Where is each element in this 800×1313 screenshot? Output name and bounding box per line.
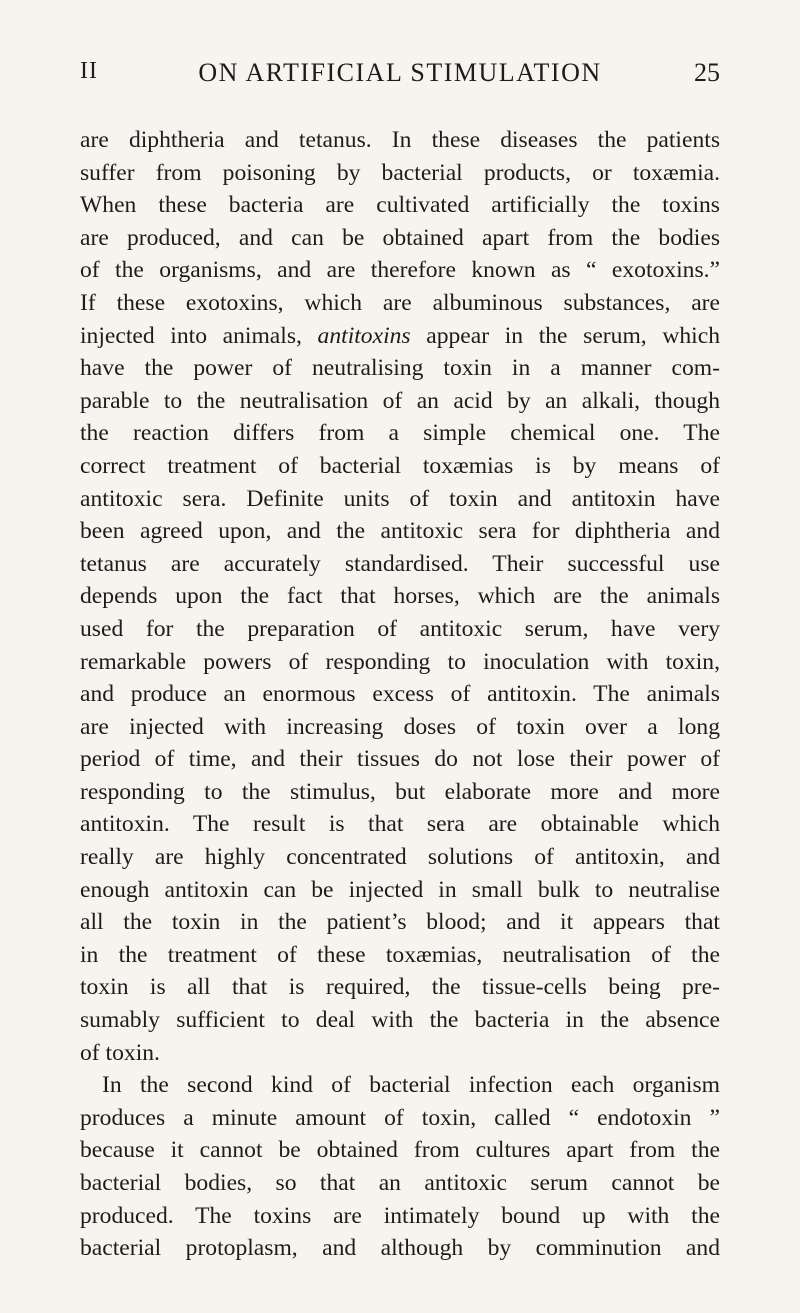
text-line: toxin is all that is required, the tissue-cells being pre- xyxy=(80,974,720,1001)
text-line: all the toxin in the patient’s blood; and it appears that xyxy=(80,909,720,936)
text-line: tetanus are accurately standardised. Their successful use xyxy=(80,550,720,577)
page-number: 25 xyxy=(694,58,720,87)
text-line: correct treatment of bacterial toxæmias is by means of xyxy=(80,452,720,479)
text-run: appear in the serum, which xyxy=(410,322,720,349)
text-line: responding to the stimulus, but elaborate more and more xyxy=(80,778,720,805)
italic-term: antitoxins xyxy=(317,322,411,349)
text-line: produces a minute amount of toxin, called “ endotoxin ” xyxy=(80,1104,720,1131)
text-line: bacterial protoplasm, and although by comminution and xyxy=(80,1235,720,1262)
text-line: have the power of neutralising toxin in a manner com- xyxy=(80,355,720,382)
text-line: the reaction differs from a simple chemical one. The xyxy=(80,420,720,447)
text-line: been agreed upon, and the antitoxic sera for diphtheria and xyxy=(80,518,720,545)
text-line: because it cannot be obtained from cultures apart from the xyxy=(80,1137,720,1164)
text-line: sumably sufficient to deal with the bacteria in the absence xyxy=(80,1007,720,1034)
text-line: used for the preparation of antitoxic serum, have very xyxy=(80,615,720,642)
text-line: are injected with increasing doses of toxin over a long xyxy=(80,713,720,740)
chapter-number: II xyxy=(80,58,98,84)
text-line: depends upon the fact that horses, which are the animals xyxy=(80,583,720,610)
text-line: If these exotoxins, which are albuminous substances, are xyxy=(80,289,720,316)
text-line: and produce an enormous excess of antitoxin. The animals xyxy=(80,681,720,708)
running-head xyxy=(80,58,720,98)
text-line: bacterial bodies, so that an antitoxic serum cannot be xyxy=(80,1170,720,1196)
text-line: really are highly concentrated solutions of antitoxin, and xyxy=(80,844,720,871)
text-line: are produced, and can be obtained apart from the bodies xyxy=(80,224,720,251)
text-line: of toxin. xyxy=(80,1039,160,1066)
text-line: suffer from poisoning by bacterial products, or toxæmia. xyxy=(80,159,720,186)
text-line: antitoxic sera. Definite units of toxin and antitoxin have xyxy=(80,485,720,512)
running-title: ON ARTIFICIAL STIMULATION xyxy=(198,58,602,87)
body-text xyxy=(80,124,720,1265)
text-line: period of time, and their tissues do not lose their power of xyxy=(80,746,720,773)
text-line: of the organisms, and are therefore known as “ exotoxins.” xyxy=(80,257,720,284)
text-line-with-italic xyxy=(80,320,720,353)
paragraph-2 xyxy=(80,1069,720,1265)
text-line: remarkable powers of responding to inoculation with toxin, xyxy=(80,648,720,675)
text-line: enough antitoxin can be injected in small bulk to neutralise xyxy=(80,876,720,903)
text-line: antitoxin. The result is that sera are obtainable which xyxy=(80,811,720,838)
text-run: injected into animals, xyxy=(80,322,318,349)
paragraph-1 xyxy=(80,124,720,1069)
text-line: in the treatment of these toxæmias, neutralisation of the xyxy=(80,941,720,968)
text-line: produced. The toxins are intimately bound up with the xyxy=(80,1202,720,1229)
text-line: When these bacteria are cultivated artificially the toxins xyxy=(80,192,720,219)
text-line: parable to the neutralisation of an acid by an alkali, though xyxy=(80,387,720,414)
text-line: In the second kind of bacterial infection each organism xyxy=(102,1072,720,1099)
text-line: are diphtheria and tetanus. In these diseases the patients xyxy=(80,127,720,153)
